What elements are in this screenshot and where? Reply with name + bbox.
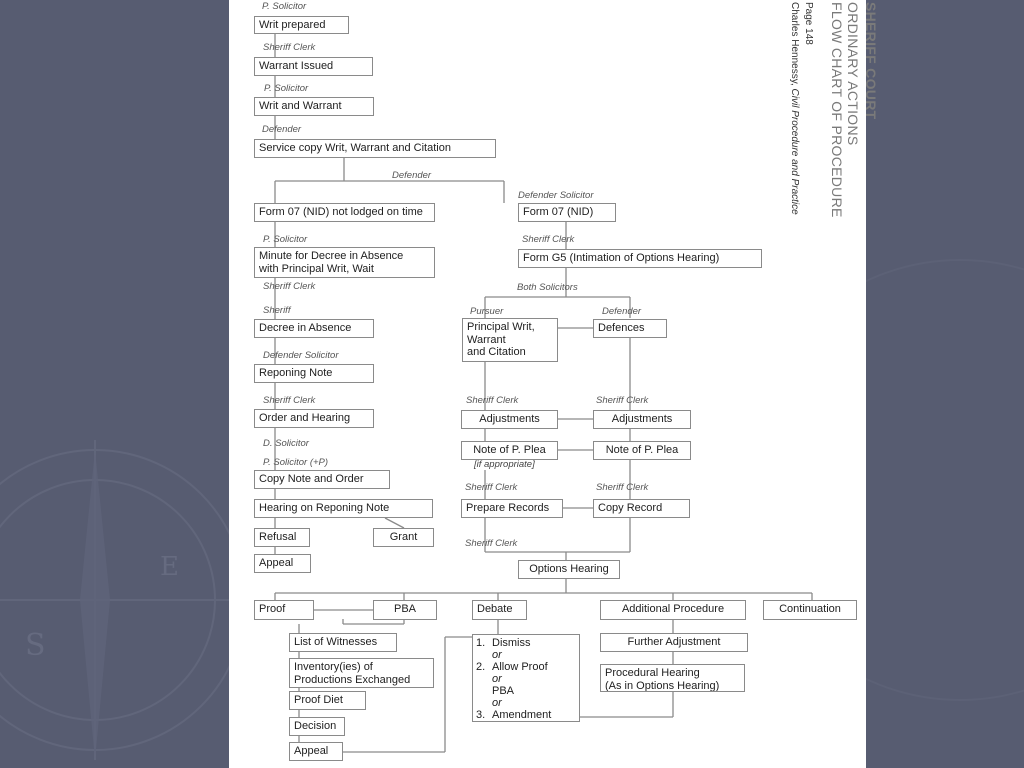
- title-line-2: ORDINARY ACTIONS: [845, 2, 861, 146]
- svg-text:S: S: [25, 628, 46, 663]
- writ-and-warrant-box: Writ and Warrant: [254, 97, 374, 116]
- list-number: 1.: [476, 637, 486, 649]
- appeal-box: Appeal: [254, 554, 311, 573]
- form07-not-lodged-box: Form 07 (NID) not lodged on time: [254, 203, 435, 222]
- role-label: Sheriff: [263, 305, 291, 316]
- role-label: P. Solicitor: [264, 83, 309, 94]
- role-label: Pursuer: [470, 306, 504, 317]
- note-of-plea-box: Note of P. Plea: [461, 441, 558, 460]
- if-appropriate-note: [if appropriate]: [474, 459, 535, 470]
- role-label: Both Solicitors: [517, 282, 578, 293]
- role-label: Sheriff Clerk: [263, 395, 316, 406]
- list-of-witnesses-box: List of Witnesses: [289, 633, 397, 652]
- pba-box: PBA: [373, 600, 437, 620]
- options-hearing-box: Options Hearing: [518, 560, 620, 579]
- role-label: Sheriff Clerk: [465, 482, 518, 493]
- role-label: Sheriff Clerk: [596, 395, 649, 406]
- refusal-box: Refusal: [254, 528, 310, 547]
- title-line-1: SHERIFF COURT: [863, 2, 879, 120]
- role-label: Sheriff Clerk: [522, 234, 575, 245]
- form07-box: Form 07 (NID): [518, 203, 616, 222]
- role-label: Defender Solicitor: [518, 190, 594, 201]
- procedural-hearing-box: Procedural Hearing (As in Options Hearing): [600, 664, 745, 692]
- form-g5-box: Form G5 (Intimation of Options Hearing): [518, 249, 762, 268]
- title-line-3: FLOW CHART OF PROCEDURE: [829, 2, 845, 218]
- proof-diet-box: Proof Diet: [289, 691, 366, 710]
- role-label: P. Solicitor: [262, 1, 307, 12]
- credit-author: Charles Hennessy,: [789, 2, 800, 89]
- credit-book: Civil Procedure and Practice: [789, 88, 800, 215]
- appeal-box: Appeal: [289, 742, 343, 761]
- debate-outcomes-box: [472, 634, 580, 722]
- source-credit: [789, 2, 800, 215]
- list-number: 2.: [476, 661, 486, 673]
- role-label: Defender: [602, 306, 642, 317]
- copy-note-and-order-box: Copy Note and Order: [254, 470, 390, 489]
- inventory-box: Inventory(ies) of Productions Exchanged: [289, 658, 434, 688]
- additional-procedure-box: Additional Procedure: [600, 600, 746, 620]
- reponing-note-box: Reponing Note: [254, 364, 374, 383]
- or-label: or: [492, 673, 502, 685]
- outcome-amendment: Amendment: [492, 709, 552, 721]
- writ-prepared-box: Writ prepared: [254, 16, 349, 34]
- defences-box: Defences: [593, 319, 667, 338]
- role-label: Sheriff Clerk: [596, 482, 649, 493]
- svg-text:E: E: [160, 552, 179, 582]
- decision-box: Decision: [289, 717, 345, 736]
- role-label: Sheriff Clerk: [465, 538, 518, 549]
- outcome-allow-proof: Allow Proof: [492, 661, 548, 673]
- adjustments-box: Adjustments: [461, 410, 558, 429]
- hearing-on-reponing-note-box: Hearing on Reponing Note: [254, 499, 433, 518]
- note-of-plea-box: Note of P. Plea: [593, 441, 691, 460]
- continuation-box: Continuation: [763, 600, 857, 620]
- debate-box: Debate: [472, 600, 527, 620]
- minute-decree-box: Minute for Decree in Absence with Principal Writ, Wait: [254, 247, 435, 278]
- decree-in-absence-box: Decree in Absence: [254, 319, 374, 338]
- warrant-issued-box: Warrant Issued: [254, 57, 373, 76]
- or-label: or: [492, 649, 502, 661]
- role-label: Sheriff Clerk: [466, 395, 519, 406]
- prepare-records-box: Prepare Records: [461, 499, 563, 518]
- copy-record-box: Copy Record: [593, 499, 690, 518]
- role-label: Sheriff Clerk: [263, 281, 316, 292]
- grant-box: Grant: [373, 528, 434, 547]
- page-number: Page 148: [803, 2, 814, 45]
- outcome-pba: PBA: [492, 685, 515, 697]
- role-label: P. Solicitor (+P): [263, 457, 329, 468]
- role-label: P. Solicitor: [263, 234, 308, 245]
- principal-writ-box: Principal Writ, Warrant and Citation: [462, 318, 558, 362]
- role-label: Defender: [392, 170, 432, 181]
- outcome-dismiss: Dismiss: [492, 637, 531, 649]
- flowchart-page: [229, 0, 879, 768]
- document-title: [789, 2, 879, 222]
- further-adjustment-box: Further Adjustment: [600, 633, 748, 652]
- order-and-hearing-box: Order and Hearing: [254, 409, 374, 428]
- role-label: Sheriff Clerk: [263, 42, 316, 53]
- proof-box: Proof: [254, 600, 314, 620]
- service-copy-box: Service copy Writ, Warrant and Citation: [254, 139, 496, 158]
- role-label: Defender Solicitor: [263, 350, 339, 361]
- adjustments-box: Adjustments: [593, 410, 691, 429]
- list-number: 3.: [476, 709, 486, 721]
- role-label: Defender: [262, 124, 302, 135]
- role-label: D. Solicitor: [263, 438, 309, 449]
- or-label: or: [492, 697, 502, 709]
